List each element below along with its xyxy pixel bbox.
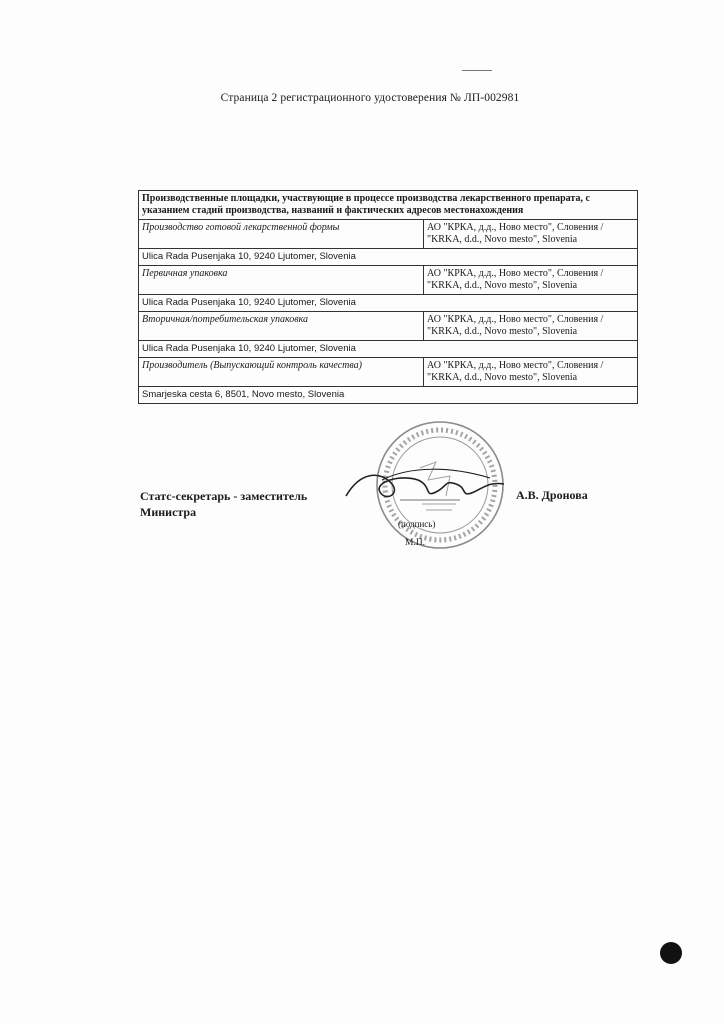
handwritten-signature: [340, 462, 510, 510]
table-row: [139, 220, 638, 249]
seal-caption: М.П.: [405, 538, 426, 548]
table-row: [139, 358, 638, 387]
company-cell: АО "КРКА, д.д., Ново место", Словения / "KRKA, d.d., Novo mesto", Slovenia: [424, 266, 638, 295]
stage-cell: Вторичная/потребительская упаковка: [139, 312, 424, 341]
table-heading: Производственные площадки, участвующие в процессе производства лекарственного препарата, с указанием стадий производства, названий и фактических адресов местонахождения: [139, 191, 638, 220]
scan-mark: [462, 70, 492, 71]
company-cell: АО "КРКА, д.д., Ново место", Словения / "KRKA, d.d., Novo mesto", Slovenia: [424, 220, 638, 249]
signer-name: А.В. Дронова: [516, 488, 588, 502]
company-cell: АО "КРКА, д.д., Ново место", Словения / "KRKA, d.d., Novo mesto", Slovenia: [424, 358, 638, 387]
address-cell: Ulica Rada Pusenjaka 10, 9240 Ljutomer, Slovenia: [139, 295, 638, 312]
stage-cell: Производитель (Выпускающий контроль качества): [139, 358, 424, 387]
company-cell: АО "КРКА, д.д., Ново место", Словения / "KRKA, d.d., Novo mesto", Slovenia: [424, 312, 638, 341]
stage-cell: Первичная упаковка: [139, 266, 424, 295]
table-row: [139, 387, 638, 404]
address-cell: Ulica Rada Pusenjaka 10, 9240 Ljutomer, Slovenia: [139, 341, 638, 358]
table-row: [139, 295, 638, 312]
table-heading-row: [139, 191, 638, 220]
page-header: Страница 2 регистрационного удостоверения № ЛП-002981: [220, 92, 520, 104]
table-row: [139, 249, 638, 266]
address-cell: Ulica Rada Pusenjaka 10, 9240 Ljutomer, Slovenia: [139, 249, 638, 266]
table-row: [139, 341, 638, 358]
address-cell: Smarjeska cesta 6, 8501, Novo mesto, Slovenia: [139, 387, 638, 404]
table-row: [139, 266, 638, 295]
signer-title: Статс-секретарь - заместитель Министра: [140, 489, 308, 519]
production-sites-table: [138, 190, 638, 404]
stage-cell: Производство готовой лекарственной формы: [139, 220, 424, 249]
table-row: [139, 312, 638, 341]
scan-dot: [660, 942, 682, 964]
signature-caption: (подпись): [398, 519, 436, 529]
